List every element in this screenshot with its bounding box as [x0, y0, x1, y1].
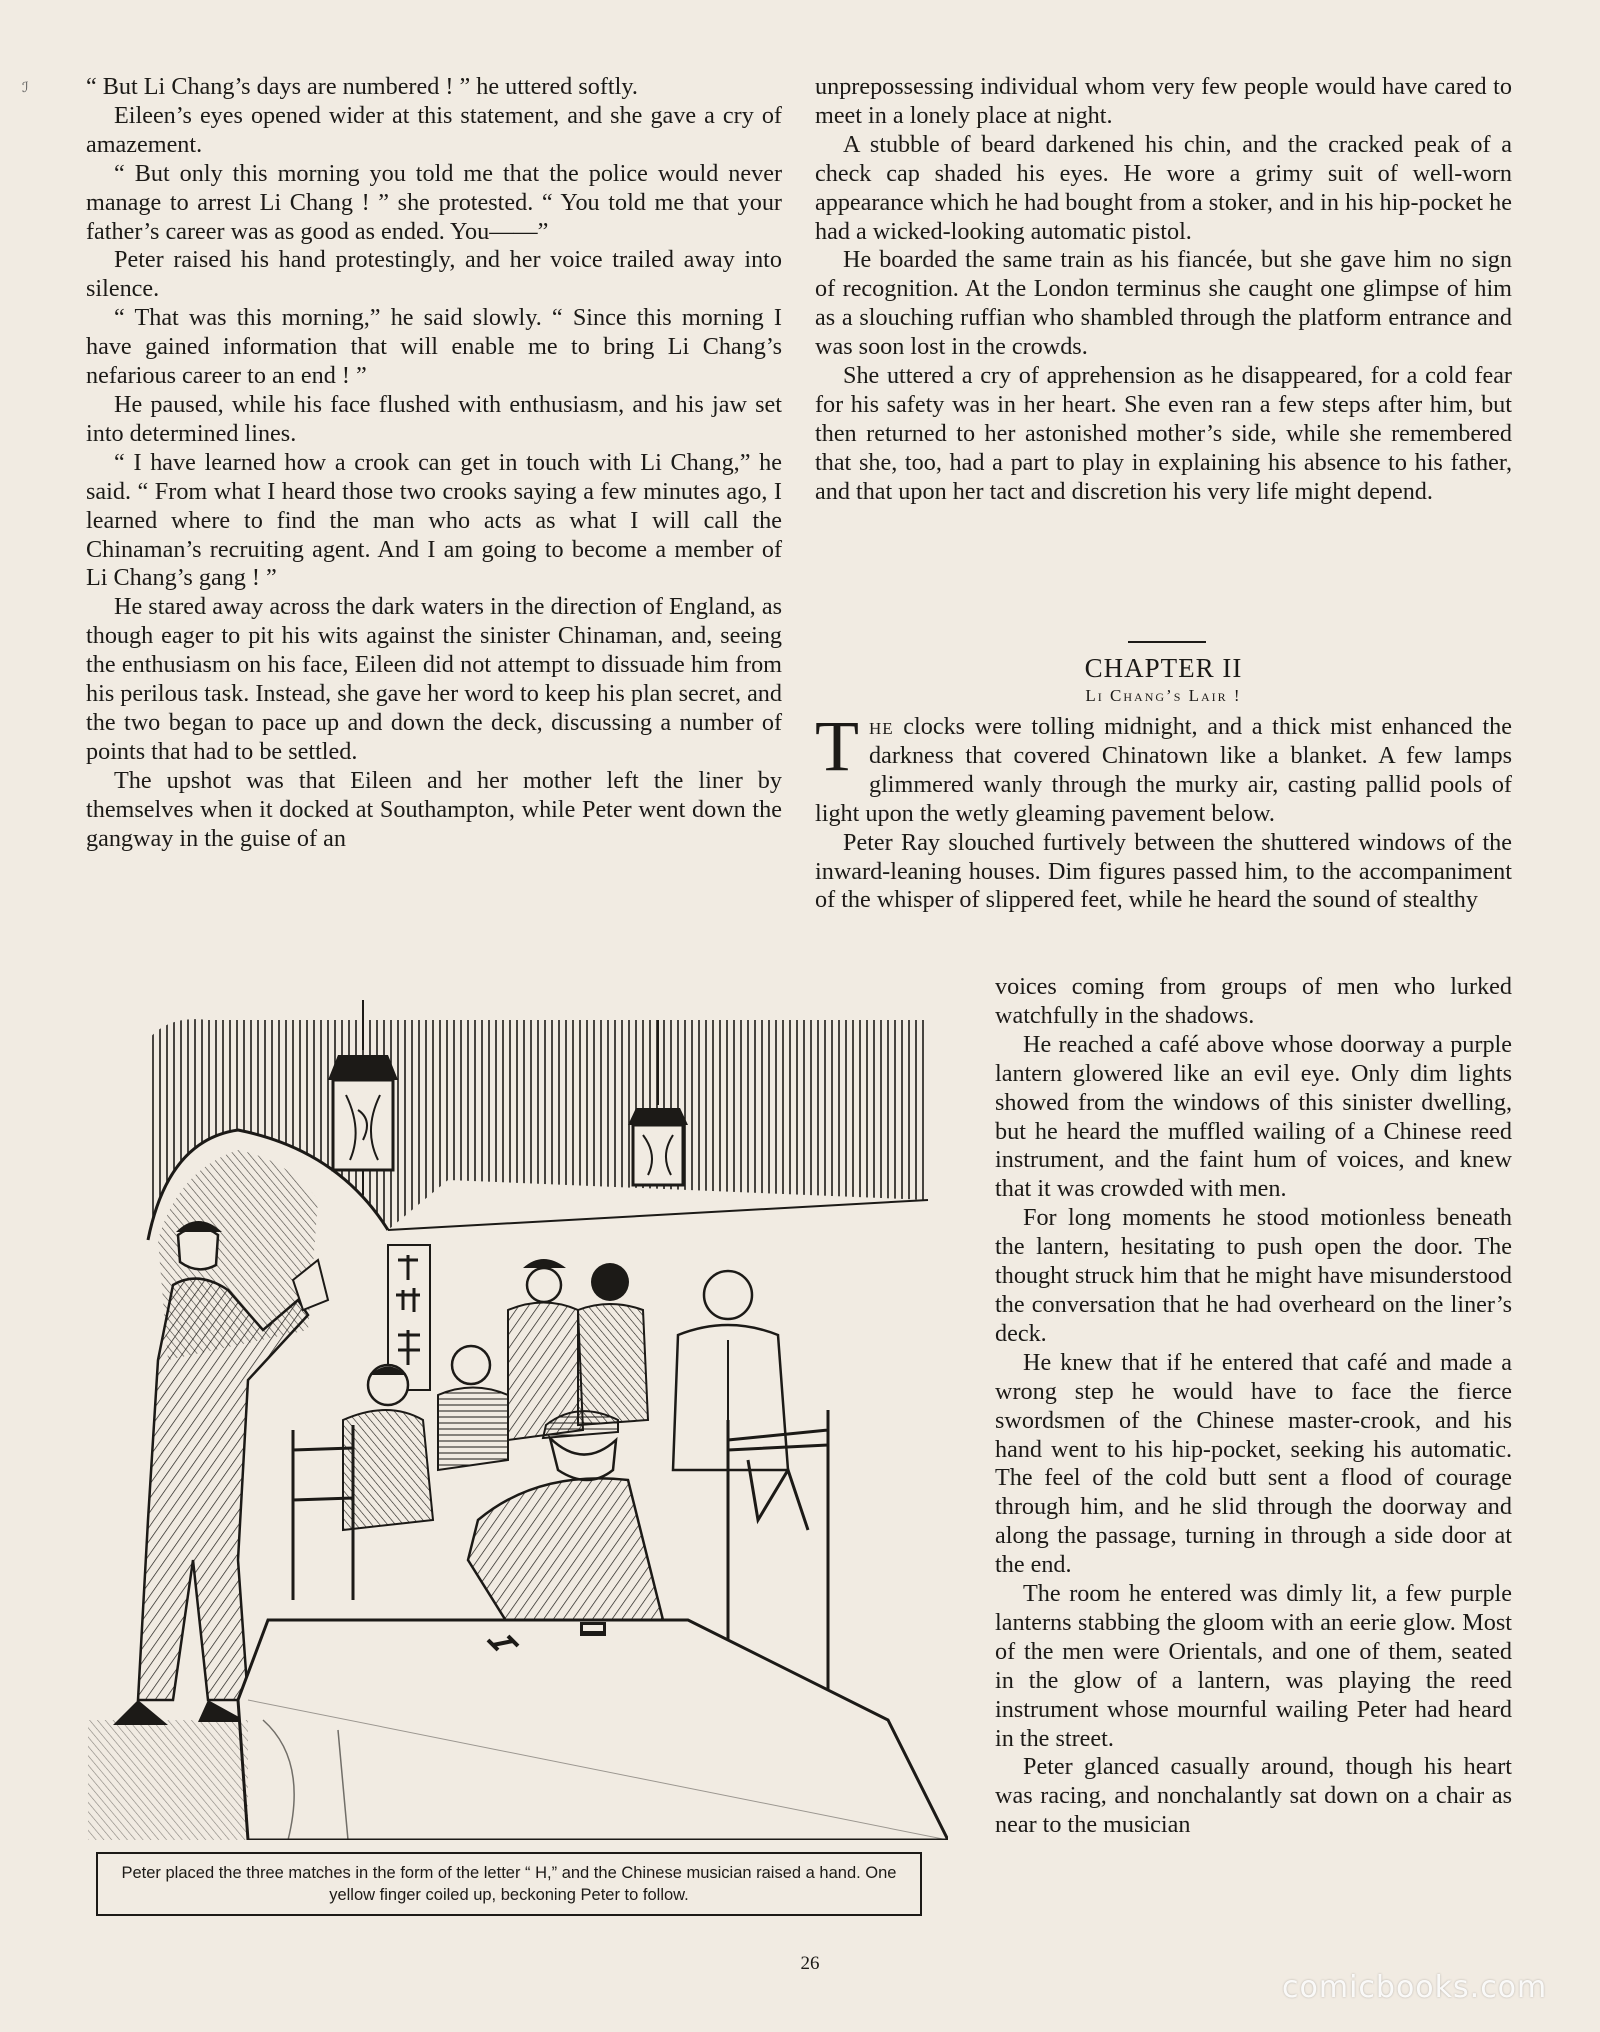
chapter-opening	[815, 706, 1512, 915]
matchbox	[580, 1622, 606, 1636]
chapter-title: CHAPTER II	[1084, 653, 1243, 683]
illustration	[88, 1000, 948, 1840]
page-number: 26	[800, 1953, 820, 1974]
chapter-subtitle: Li Chang’s Lair !	[1085, 686, 1242, 705]
margin-mark: ℐ	[22, 81, 29, 96]
paragraph: unprepossessing individual whom very few people would have cared to meet in a lonely place at night.	[815, 73, 1512, 129]
paragraph-text: clocks were tolling midnight, and a thick mist enhanced the darkness that covered Chinatown like a blanket. A few lamps glimmered wanly through the murky air, casting pallid pools of light upon the wetly gleaming pavement below.	[815, 713, 1512, 827]
paragraph: She uttered a cry of apprehension as he disappeared, for a cold fear for his safety was in her heart. She even ran a few steps after him, but then returned to her astonished mother’s side, while she remembered that she, too, had a part to play in explaining his absence to his father, and that upon her tact and discretion his very life might depend.	[815, 362, 1512, 505]
right-column-top	[815, 73, 1512, 507]
paragraph: Peter Ray slouched furtively between the shuttered windows of the inward-leaning houses. Dim figures passed him, to the accompaniment of the whisper of slippered feet, while he heard the sound of stealthy	[815, 828, 1512, 914]
paragraph: voices coming from groups of men who lurked watchfully in the shadows.	[995, 973, 1512, 1029]
illustration-caption: Peter placed the three matches in the form of the letter “ H,” and the Chinese musician raised a hand. One yellow finger coiled up, beckoning Peter to follow.	[96, 1852, 922, 1916]
left-column	[86, 73, 782, 853]
watermark: comicbooks.com	[1282, 1970, 1548, 2005]
section-divider	[1128, 641, 1206, 643]
paragraph: Peter glanced casually around, though his heart was racing, and nonchalantly sat down on a chair as near to the musician	[995, 1753, 1512, 1839]
paragraph: A stubble of beard darkened his chin, and the cracked peak of a check cap shaded his eyes. He wore a grimy suit of well-worn appearance which he had bought from a stoker, and in his hip-pocket he had a wicked-looking automatic pistol.	[815, 130, 1512, 245]
seated-figure	[438, 1346, 508, 1470]
paragraph: He boarded the same train as his fiancée, but she gave him no sign of recognition. At the London terminus she caught one glimpse of him as a slouching ruffian who shambled through the platform entrance and was soon lost in the crowds.	[815, 246, 1512, 361]
paragraph: For long moments he stood motionless beneath the lantern, hesitating to push open the door. The thought struck him that he might have misunderstood the conversation that he had overheard on the liner’s deck.	[995, 1204, 1512, 1347]
table	[238, 1620, 948, 1840]
small-caps-lead: he	[868, 713, 894, 740]
paragraph: “ But Li Chang’s days are numbered ! ” he uttered softly.	[86, 73, 638, 100]
drop-cap: T	[815, 706, 859, 786]
paragraph: He stared away across the dark waters in the direction of England, as though eager to pit his wits against the sinister Chinaman, and, seeing the enthusiasm on his face, Eileen did not attempt to dissuade him from his perilous task. Instead, she gave her word to keep his plan secret, and the two began to pace up and down the deck, discussing a number of points that had to be settled.	[86, 593, 782, 765]
paragraph: “ That was this morning,” he said slowly. “ Since this morning I have gained information that will enable me to bring Li Chang’s nefarious career to an end ! ”	[86, 304, 782, 390]
paragraph: “ But only this morning you told me that the police would never manage to arrest Li Chang ! ” she protested. “ You told me that your father’s career was as good as ended. You——”	[86, 159, 782, 245]
paragraph: He knew that if he entered that café and made a wrong step he would have to face the fierce swordsmen of the Chinese master-crook, and his hand went to his hip-pocket, seeking his automatic. The feel of the cold butt sent a flood of courage through him, and he slid through the doorway and along the passage, turning in through a side door at the end.	[995, 1348, 1512, 1579]
paragraph	[815, 706, 1512, 829]
paragraph: The room he entered was dimly lit, a few purple lanterns stabbing the gloom with an eerie glow. Most of the men were Orientals, and one of them, seated in the glow of a lantern, was playing the reed instrument whose mournful wailing Peter had heard in the street.	[995, 1580, 1512, 1752]
floor	[88, 1720, 248, 1840]
paragraph: “ I have learned how a crook can get in touch with Li Chang,” he said. “ From what I heard those two crooks saying a few minutes ago, I learned where to find the man who acts as what I will call the Chinaman’s recruiting agent. And I am going to become a member of Li Chang’s gang ! ”	[86, 448, 782, 592]
paragraph: He reached a café above whose doorway a purple lantern glowered like an evil eye. Only dim lights showed from the windows of this sinister dwelling, but he heard the muffled wailing of a Chinese reed instrument, and the faint hum of voices, and knew that it was crowded with men.	[995, 1030, 1512, 1203]
paragraph: Peter raised his hand protestingly, and her voice trailed away into silence.	[86, 246, 782, 303]
paragraph: The upshot was that Eileen and her mother left the liner by themselves when it docked at Southampton, while Peter went down the gangway in the guise of an	[86, 766, 782, 852]
paragraph: Eileen’s eyes opened wider at this statement, and she gave a cry of amazement.	[86, 101, 782, 158]
paragraph: He paused, while his face flushed with enthusiasm, and his jaw set into determined lines.	[86, 390, 782, 447]
standing-figure	[578, 1263, 648, 1425]
right-column-bottom	[995, 973, 1512, 1840]
